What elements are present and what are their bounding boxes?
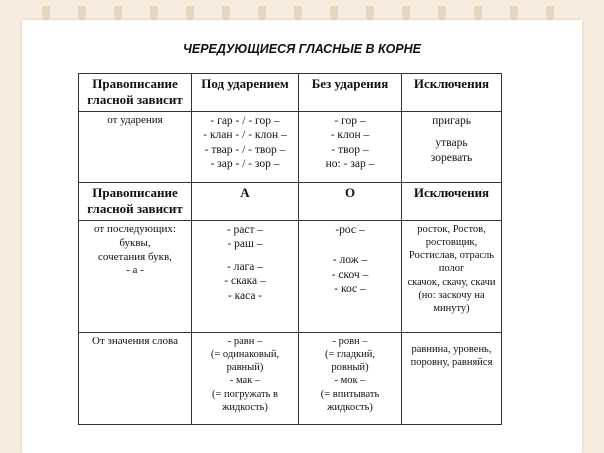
table-cell xyxy=(299,333,402,425)
cell-line xyxy=(303,245,397,253)
cell-line: ростовщик, xyxy=(425,237,478,249)
cell-line: - скоч – xyxy=(331,268,369,281)
binder-hole xyxy=(222,6,230,20)
table-row xyxy=(79,221,502,333)
cell-line: - клан - / - клон – xyxy=(203,129,287,142)
cell-line: скачок, скачу, скачи xyxy=(407,276,496,288)
header-cell: Исключения xyxy=(402,74,502,112)
cell-line: буквы, xyxy=(119,236,151,249)
cell-line: равный) xyxy=(226,362,264,374)
table-cell xyxy=(192,112,299,183)
binder-hole xyxy=(294,6,302,20)
cell-line xyxy=(406,128,497,136)
binder-hole xyxy=(258,6,266,20)
cell-line: утварь xyxy=(435,137,468,150)
cell-line: - лага – xyxy=(227,260,263,273)
table-cell xyxy=(402,333,502,425)
cell-line: -рос – xyxy=(335,224,365,236)
cell-line: от последующих: xyxy=(94,223,176,235)
header-cell: Под ударением xyxy=(192,74,299,112)
cell-line: (= погружать в xyxy=(211,388,279,400)
table-header-row xyxy=(79,183,502,221)
table-cell xyxy=(402,221,502,333)
cell-line: но: - зар – xyxy=(325,158,375,171)
cell-line: - равн – xyxy=(227,336,263,347)
cell-line: росток, Ростов, xyxy=(417,224,486,235)
table-cell: от ударения xyxy=(79,112,192,183)
header-cell: А xyxy=(192,183,299,221)
cell-line: - раш – xyxy=(227,238,263,251)
cell-line xyxy=(196,252,294,260)
binder-hole xyxy=(150,6,158,20)
cell-line: - каса - xyxy=(227,289,263,302)
cell-line: - ровн – xyxy=(332,336,368,347)
table-cell xyxy=(192,333,299,425)
cell-line xyxy=(303,237,397,245)
header-cell: Исключения xyxy=(402,183,502,221)
cell-line: - мак – xyxy=(229,375,261,387)
binder-hole xyxy=(42,6,50,20)
rules-table xyxy=(78,73,502,425)
table-row xyxy=(79,112,502,183)
binder-hole xyxy=(510,6,518,20)
cell-line: - раст – xyxy=(226,224,264,236)
table-cell xyxy=(192,221,299,333)
cell-line: минуту) xyxy=(433,302,470,314)
cell-line: (= впитывать xyxy=(320,388,380,400)
binder-hole xyxy=(366,6,374,20)
cell-line: - а - xyxy=(126,264,144,277)
cell-line: - мок – xyxy=(334,375,366,387)
cell-line: - лож – xyxy=(332,254,368,267)
cell-line: - зар - / - зор – xyxy=(210,158,280,171)
cell-line: - клон – xyxy=(330,129,370,142)
cell-line: - твар - / - твор – xyxy=(204,143,286,156)
page-title: ЧЕРЕДУЮЩИЕСЯ ГЛАСНЫЕ В КОРНЕ xyxy=(183,42,421,56)
header-cell: О xyxy=(299,183,402,221)
header-cell: Правописание гласной зависит xyxy=(79,183,192,221)
binder-hole xyxy=(78,6,86,20)
cell-line: ровный) xyxy=(331,362,369,374)
cell-line: жидкость) xyxy=(222,401,268,413)
cell-line: - гар - / - гор – xyxy=(210,115,280,127)
cell-line: - скака – xyxy=(224,275,266,288)
cell-line: (= гладкий, xyxy=(324,349,376,361)
cell-line: поровну, равняйся xyxy=(410,357,493,369)
header-cell: Без ударения xyxy=(299,74,402,112)
cell-line: Ростислав, отрасль xyxy=(408,250,495,262)
cell-line: полог xyxy=(438,263,465,275)
table-cell xyxy=(299,112,402,183)
cell-line: сочетания букв, xyxy=(98,250,172,263)
binder-hole xyxy=(438,6,446,20)
cell-line: - кос – xyxy=(334,283,366,296)
cell-line: пригарь xyxy=(432,115,471,127)
binder-hole xyxy=(186,6,194,20)
cell-line: (но: заскочу на xyxy=(418,289,485,301)
cell-line: - гор – xyxy=(334,115,366,127)
cell-line: - твор – xyxy=(331,143,369,156)
cell-line xyxy=(406,335,497,343)
table-cell xyxy=(299,221,402,333)
table-cell xyxy=(79,221,192,333)
cell-line: зоревать xyxy=(430,151,473,164)
binder-hole xyxy=(114,6,122,20)
binder-hole xyxy=(402,6,410,20)
binder-hole xyxy=(546,6,554,20)
table-row xyxy=(79,333,502,425)
header-cell: Правописание гласной зависит xyxy=(79,74,192,112)
cell-line: (= одинаковый, xyxy=(210,349,280,361)
table-cell xyxy=(402,112,502,183)
cell-line: равнина, уровень, xyxy=(411,344,492,355)
table-header-row xyxy=(79,74,502,112)
cell-line: жидкость) xyxy=(327,401,373,413)
binder-hole xyxy=(330,6,338,20)
table-cell: От значения слова xyxy=(79,333,192,425)
binder-hole xyxy=(474,6,482,20)
